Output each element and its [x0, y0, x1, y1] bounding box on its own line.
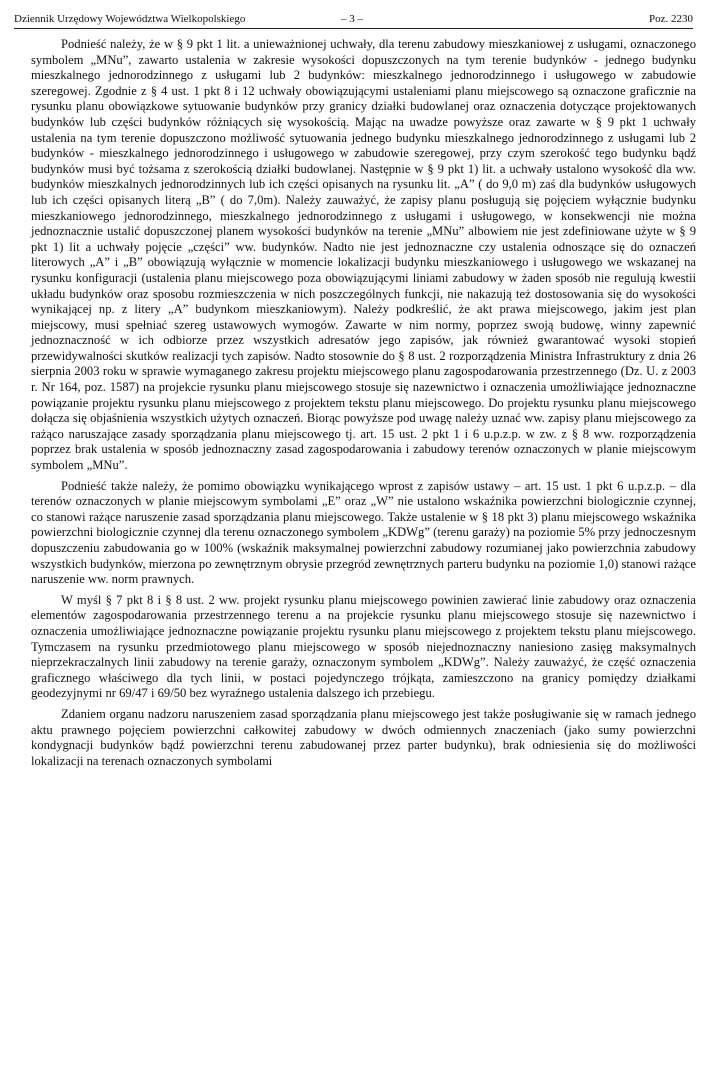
- page-number: – 3 –: [341, 13, 363, 25]
- header-rule: [14, 28, 693, 29]
- paragraph-1: Podnieść należy, że w § 9 pkt 1 lit. a unieważnionej uchwały, dla terenu zabudowy mieszkaniowej z usługami, oznaczonego symbolem „MNu”, zawarto ustalenia w zakresie wysokości dopuszczonych na tym terenie budynków - jednego budynku mieszkalnego jednorodzinnego z usługami lub 2 budynków: mieszkalnego jednorodzinnego i usługowego w zabudowie szeregowej. Zgodnie z § 4 ust. 1 pkt 8 i 12 uchwały obowiązującymi ustaleniami planu miejscowego są oznaczone graficznie na rysunku planu obowiązkowe sytuowanie budynków przy granicy działki budowlanej oraz oznaczenia dotyczące projektowanych budynków lub części budynków różniących się wysokością. Mając na uwadze powyższe oraz zawarte w § 9 pkt 1 uchwały ustalenia na tym terenie dopuszczono możliwość sytuowania jednego budynku mieszkalnego jednorodzinnego z usługami lub 2 budynków - mieszkalnego jednorodzinnego i usługowego w zabudowie szeregowej, przy czym szerokość tego budynku bądź budynków musi być tożsama z szerokością działki budowlanej. Następnie w § 9 pkt 1) lit. a uchwały ustalono wysokość dla ww. budynków mieszkalnych jednorodzinnych lub ich części opisanych na rysunku lit. „A” ( do 9,0 m) zaś dla budynków usługowych lub ich części opisanych literą „B” ( do 7,0m). Należy zauważyć, że zapisy planu posługują się pojęciem wyłącznie budynku mieszkaniowego jednorodzinnego, mieszkalnego jednorodzinnego z usługami i usługowego, w konsekwencji nie można jednoznacznie ustalić dopuszczonej planem wysokości budynków na terenie „MNu” albowiem nie jest zdefiniowane użyte w § 9 pkt 1) lit a uchwały pojęcie „części” ww. budynków. Nadto nie jest jednoznaczne czy ustalenia odnoszące się do oznaczeń literowych „A” i „B” obowiązują wyłącznie w momencie lokalizacji budynku mieszkaniowego i usługowego we wskazanej na rysunku konfiguracji (ustalenia planu miejscowego poza obowiązującymi liniami zabudowy w żaden sposób nie regulują kwestii układu budynków oraz sposobu rozmieszczenia w nich poszczególnych funkcji, nie nakazują też dostosowania się do wysokości wynikającej np. z litery „A” budynkom mieszkaniowym). Należy podkreślić, że akt prawa miejscowego, jakim jest plan miejscowy, musi spełniać szereg ustawowych wymogów. Zawarte w nim normy, poprzez swoją budowę, winny zapewnić jednoznaczność w ich odbiorze przez wszystkich adresatów jego zapisów, jak również gwarantować wysoki stopień przewidywalności skutków realizacji tych zapisów. Nadto stosownie do § 8 ust. 2 rozporządzenia Ministra Infrastruktury z dnia 26 sierpnia 2003 roku w sprawie wymaganego zakresu projektu miejscowego planu zagospodarowania przestrzennego (Dz. U. z 2003 r. Nr 164, poz. 1587) na projekcie rysunku planu miejscowego stosuje się nazewnictwo i oznaczenia umożliwiające jednoznaczne powiązanie projektu rysunku planu miejscowego z projektem tekstu planu miejscowego. Do projektu rysunku planu miejscowego dołącza się objaśnienia wszystkich użytych oznaczeń. Biorąc powyższe pod uwagę należy uznać ww. zapisy planu miejscowego za rażąco naruszające zasady sporządzania planu miejscowego tj. art. 15 ust. 2 pkt 1 i 6 u.p.z.p. w zw. z § 8 ww. rozporządzenia poprzez brak ustalenia w sposób jednoznaczny zasad zagospodarowania i zabudowy terenów oznaczonych w planie miejscowym symbolem „MNu”.: [31, 37, 696, 473]
- position-number: Poz. 2230: [649, 13, 693, 25]
- paragraph-3: W myśl § 7 pkt 8 i § 8 ust. 2 ww. projekt rysunku planu miejscowego powinien zawierać linie zabudowy oraz oznaczenia elementów zagospodarowania przestrzennego terenu a na projekcie rysunku planu miejscowego stosuje się nazewnictwo i oznaczenia umożliwiające jednoznaczne powiązanie projektu rysunku planu miejscowego z projektem tekstu planu miejscowego. Tymczasem na rysunku przedmiotowego planu miejscowego w sposób niejednoznaczny naniesiono zasięg maksymalnych nieprzekraczalnych linii zabudowy na terenie garaży, oznaczonym symbolem „KDWg”. Należy zauważyć, że część oznaczenia graficznego właściwego dla tych linii, w postaci pojedynczego trójkąta, zamieszczono na granicy pomiędzy działkami geodezyjnymi nr 69/47 i 69/50 bez wyraźnego ustalenia dalszego ich przebiegu.: [31, 592, 696, 701]
- document-body: [31, 37, 696, 774]
- paragraph-4: Zdaniem organu nadzoru naruszeniem zasad sporządzania planu miejscowego jest także posługiwanie się w ramach jednego aktu prawnego pojęciem powierzchni całkowitej zabudowy w dwóch odmiennych znaczeniach (jako sumy powierzchni kondygnacji budynków bądź powierzchni terenu zabudowanej przez parter budynku), brak odniesienia się do możliwości lokalizacji na terenach oznaczonych symbolami: [31, 706, 696, 768]
- journal-title: Dziennik Urzędowy Województwa Wielkopolskiego: [14, 13, 246, 25]
- page-header: [14, 11, 693, 27]
- paragraph-2: Podnieść także należy, że pomimo obowiązku wynikającego wprost z zapisów ustawy – art. 15 ust. 1 pkt 6 u.p.z.p. – dla terenów oznaczonych w planie miejscowym symbolami „E” oraz „W” nie ustalono wskaźnika powierzchni biologicznie czynnej, co stanowi rażące naruszenie zasad sporządzania planu miejscowego. Także ustalenie w § 18 pkt 3) planu miejscowego wskaźnika powierzchni biologicznie czynnej dla terenu oznaczonego symbolem „KDWg” (terenu garaży) na poziomie 5% przy jednoczesnym dopuszczeniu zabudowania go w 100% (wskaźnik maksymalnej powierzchni zabudowy rozumianej jako powierzchnia zabudowy wszystkich budynków, mierzona po zewnętrznym obrysie przegród zewnętrznych parteru budynku na poziomie 1,0) stanowi rażące naruszenie ww. norm prawnych.: [31, 478, 696, 587]
